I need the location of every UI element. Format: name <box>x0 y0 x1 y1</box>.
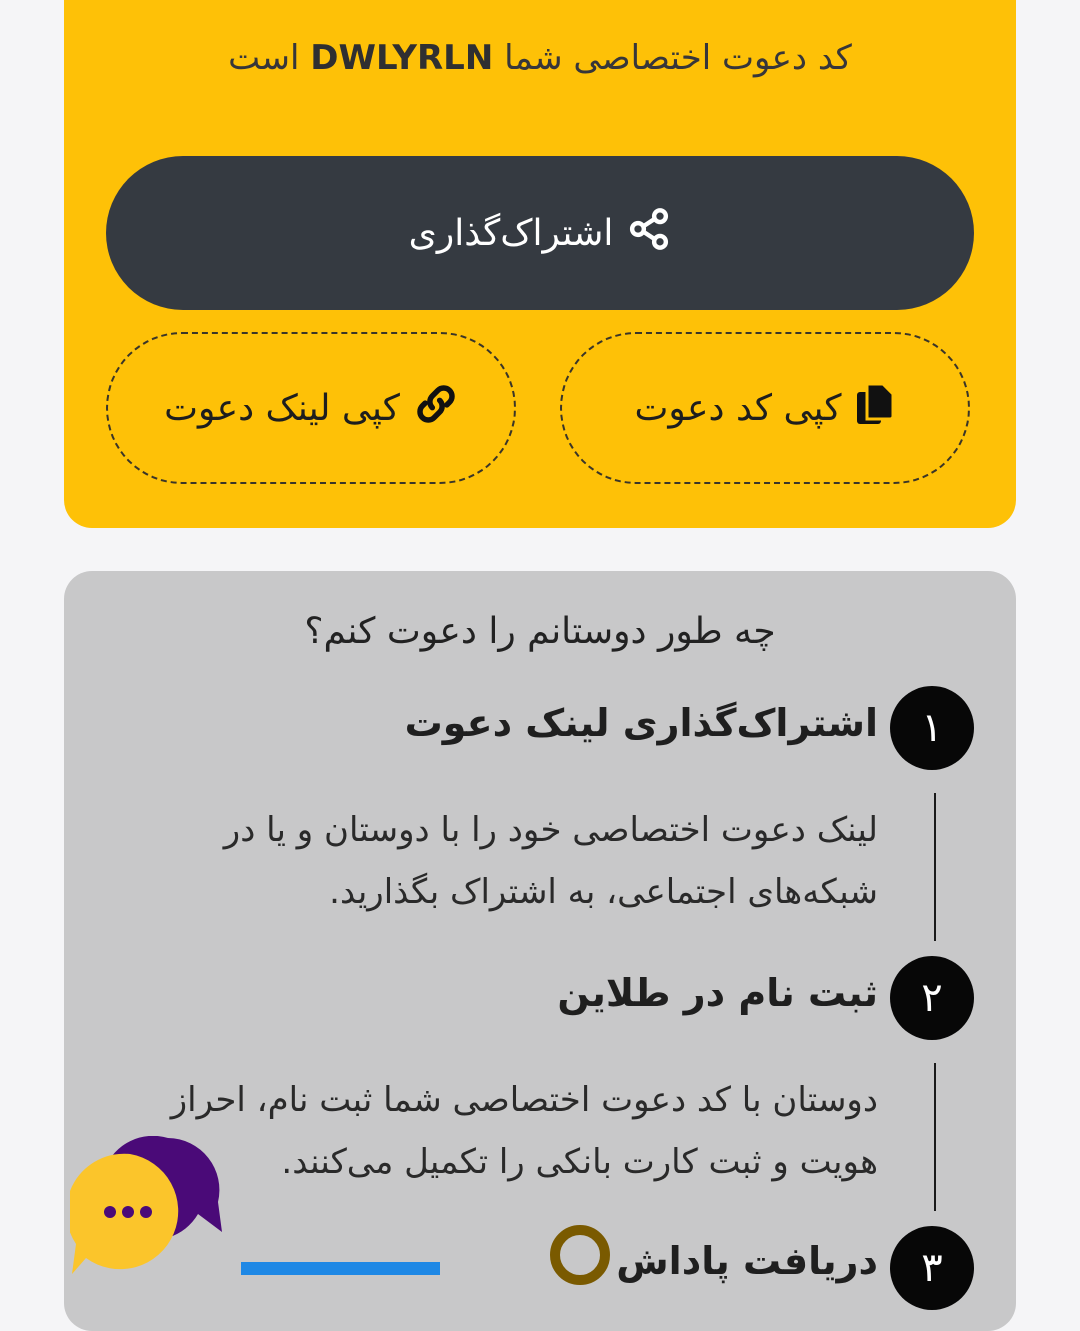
how-to-title: چه طور دوستانم را دعوت کنم؟ <box>304 611 776 652</box>
copy-icon <box>855 382 895 435</box>
step-number-2: ۲ <box>890 956 974 1040</box>
step-number-3: ۳ <box>890 1226 974 1310</box>
invite-card <box>64 0 1016 528</box>
share-button[interactable] <box>106 156 974 310</box>
invite-code-prefix: کد دعوت اختصاصی شما <box>504 38 852 78</box>
invite-code-value: DWLYRLN <box>310 38 494 78</box>
bottom-nav-indicator <box>241 1262 440 1275</box>
step-title-1: اشتراک‌گذاری لینک دعوت <box>404 701 878 745</box>
invite-code-suffix: است <box>228 38 300 78</box>
step-title-2: ثبت نام در طلاین <box>557 971 878 1015</box>
step-description-2: دوستان با کد دعوت اختصاصی شما ثبت نام، احراز هویت و ثبت کارت بانکی را تکمیل می‌کنند. <box>170 1080 878 1182</box>
chat-support-button[interactable] <box>70 1136 230 1275</box>
chat-support-icon <box>70 1136 230 1275</box>
link-icon <box>414 382 458 435</box>
step-connector-2 <box>934 1063 936 1211</box>
share-button-label: اشتراک‌گذاری <box>408 212 614 254</box>
step-connector-1 <box>934 793 936 941</box>
copy-code-label: کپی کد دعوت <box>634 387 842 429</box>
copy-link-button[interactable] <box>106 332 516 484</box>
reward-gear-icon <box>550 1225 610 1285</box>
step-title-3: دریافت پاداش <box>616 1239 878 1283</box>
step-number-1: ۱ <box>890 686 974 770</box>
copy-code-button[interactable] <box>560 332 970 484</box>
share-icon <box>627 207 671 260</box>
copy-link-label: کپی لینک دعوت <box>164 387 400 429</box>
invite-code-text <box>64 38 1016 78</box>
step-description-1: لینک دعوت اختصاصی خود را با دوستان و یا در شبکه‌های اجتماعی، به اشتراک بگذارید. <box>223 810 878 912</box>
